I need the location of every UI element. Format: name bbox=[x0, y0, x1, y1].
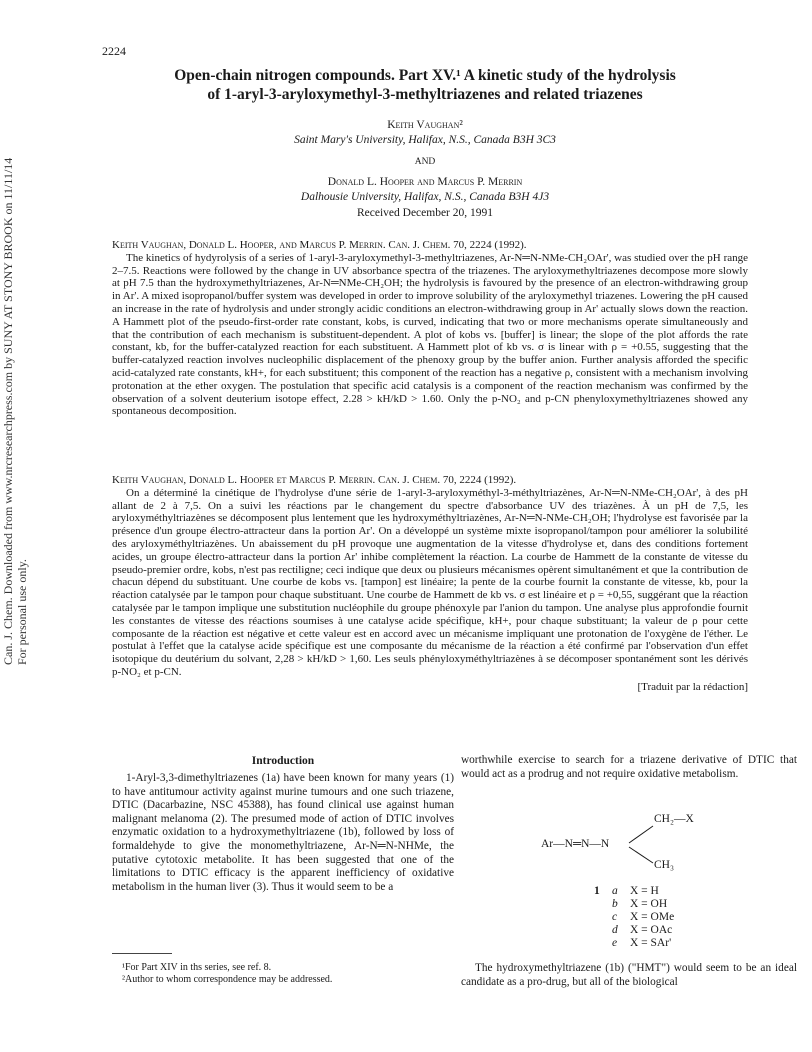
structure-ch3: CH₃ bbox=[654, 859, 674, 871]
affiliation-2: Dalhousie University, Halifax, N.S., Canada B3H 4J3 bbox=[300, 191, 550, 203]
watermark-line-2: For personal use only. bbox=[15, 559, 29, 665]
page-number: 2224 bbox=[102, 44, 126, 58]
introduction-left-column bbox=[112, 772, 454, 894]
variant-text: X = OH bbox=[630, 898, 668, 910]
variant-label: b bbox=[612, 898, 618, 910]
bond-to-ch2 bbox=[629, 826, 653, 843]
download-watermark bbox=[1, 157, 29, 665]
received-date: Received December 20, 1991 bbox=[356, 207, 494, 219]
variant-text: X = H bbox=[630, 885, 659, 897]
variant-label: a bbox=[612, 885, 618, 897]
and-separator: AND bbox=[414, 157, 436, 167]
introduction-paragraph-1-continued: worthwhile exercise to search for a triazene derivative of DTIC that would act as a prodrug and not require oxidative metabolism. bbox=[461, 754, 797, 780]
abstract-citation-fr: Keith Vaughan, Donald L. Hooper et Marcus P. Merrin. Can. J. Chem. 70, 2224 (1992). bbox=[112, 474, 517, 486]
author-1: Keith Vaughan² bbox=[387, 119, 463, 131]
watermark-line-1: Can. J. Chem. Downloaded from www.nrcresearchpress.com by SUNY AT STONY BROOK on 11/11/14 bbox=[1, 157, 15, 665]
variant-label: c bbox=[612, 911, 618, 923]
abstract-body-fr: On a déterminé la cinétique de l'hydrolyse d'une série de 1-aryl-3-aryloxyméthyl-3-méthyltriazènes, Ar-N═N-NMe-CH₂OAr', à des pH allant de 2 à 7,5. On a suivi les réactions par le changement du spectre d'absorbance UV des triazènes. À un pH de 7,5, les aryloxyméthyltriazènes se décomposent plus lentement que les hydroxyméthyltriazènes, Ar-N═N-NMe-CH₂OH; l'hydrolyse est favorisée par la présence d'un groupe électro-attracteur dans la portion Ar'. On a développé un système mixte isopropanol/tampon pour améliorer la solubilité des aryloxyméthyltriazènes. Un abaissement du pH provoque une augmentation de la vitesse d'hydrolyse et, dans des conditions fortement acides, un groupe électro-attracteur dans la portion Ar' inhibe complètement la réaction. La courbe de Hammett de la constante de vitesse du pseudo-premier ordre, kobs, n'est pas rectiligne; ceci indique que deux ou plusieurs mécanismes opèrent simultanément et que la contribution de chacun dépend du substituant. Une courbe de kobs vs. [tampon] est linéaire; la pente de la courbe fournit la constante de vitesse, kb, pour la réaction catalysée par le tampon pour chaque substituant. Une courbe de Hammett de kb vs. σ est linéaire et ρ = +0,55, suggérant que la réaction catalysée par le tampon implique une substitution nucléophile du groupe phénoxyle par l'anion du tampon. Une analyse plus approfondie fournit les constantes de vitesse des réactions soumises à une catalyse acide spécifique, kH+, pour chaque substituant; la valeur de ρ pour cette composante de la réaction est négative et cette valeur est en accord avec un mécanisme impliquant une protonation de l'oxygène de l'éther. Le postulat à l'effet que la catalyse acide spécifique est une composante du mécanisme de la réaction a été confirmé par l'observation d'un effet isotopique du deutérium du solvant, 2,28 > kH/kD > 1,60. Les seuls phényloxyméthyltriazènes à se décomposer spontanément sont les dérivés p-NO₂ et p-CN. bbox=[112, 486, 748, 678]
author-2: Donald L. Hooper and Marcus P. Merrin bbox=[327, 176, 523, 188]
variant-text: X = OAc bbox=[630, 924, 673, 936]
introduction-paragraph-1: 1-Aryl-3,3-dimethyltriazenes (1a) have been known for many years (1) to have antitumour activity against murine tumours and one such triazene, DTIC (Dacarbazine, NSC 45388), has found clinical use against human malignant melanoma (2). The presumed mode of action of DTIC involves enzymatic oxidation to a hydroxymethyltriazene (1b), followed by loss of formaldehyde to give the monomethyltriazene, Ar-N═N-NHMe, the putative cytotoxic metabolite. It has been suggested that one of the limitations to DTIC efficacy is the apparent inefficiency of oxidative metabolism in the human liver (3). Thus it would seem to be a bbox=[112, 772, 454, 893]
abstract-french bbox=[112, 474, 748, 694]
structure-core: Ar—N═N—N bbox=[541, 838, 610, 850]
structure-bonds bbox=[627, 823, 657, 873]
variant-d bbox=[612, 924, 672, 937]
introduction-heading: Introduction bbox=[251, 755, 315, 767]
title-line-1: Open-chain nitrogen compounds. Part XV.¹ A kinetic study of the hydrolysis bbox=[174, 67, 676, 84]
translator-note: [Traduit par la rédaction] bbox=[637, 680, 748, 693]
variant-text: X = SAr' bbox=[630, 937, 672, 949]
abstract-english bbox=[112, 239, 748, 418]
variant-text: X = OMe bbox=[630, 911, 675, 923]
abstract-body-en: The kinetics of hydyrolysis of a series of 1-aryl-3-aryloxymethyl-3-methyltriazenes, Ar-N═N-NMe-CH₂OAr', was studied over the pH range 2–7.5. Reactions were followed by the change in UV absorbance spectra of the triazenes. The aryloxymethyltriazenes decompose more slowly at pH 7.5 than the hydroxymethyltriazenes, Ar-N═NMe-CH₂OH; the hydrolysis is favoured by the presence of an electron-withdrawing group in Ar'. A mixed isopropanol/buffer system was developed in order to improve solubility of the aryloxymethyl triazenes. Lowering the pH caused an increase in the rate of hydrolysis and under strongly acidic conditions an electron-withdrawing group in Ar' actually slows down the reaction. A Hammett plot of the pseudo-first-order rate constant, kobs, is curved, indicating that two or more mechanisms operate simultaneously and that the contribution of each mechanism is substituent-dependent. A plot of kobs vs. [buffer] is linear; the slope of the plot affords the rate constant, kb, for the buffer-catalyzed reaction for each substituent. A Hammett plot of kb vs. σ is linear with ρ = +0.55, suggesting that the buffer-catalyzed reaction involves nucleophilic displacement of the phenoxy group by the buffer anion. Further analysis afforded the specific acid-catalyzed rate constants, kH+, for each substituent; this component of the reaction has a negative ρ, consistent with a mechanism involving protonation at the ether oxygen. The postulation that specific acid catalysis is a component of the reaction mechanism was confirmed by the observation of a solvent deuterium isotope effect, 2.28 > kH/kD > 1.60. Only the p-NO₂ and p-CN phenyloxymethyltriazenes showed any spontaneous decomposition. bbox=[112, 251, 748, 418]
variant-label: e bbox=[612, 937, 618, 949]
variant-e bbox=[612, 937, 671, 950]
variant-b bbox=[612, 898, 667, 911]
introduction-paragraph-2: The hydroxymethyltriazene (1b) ("HMT") would seem to be an ideal candidate as a pro-drug, but all of the biological bbox=[461, 962, 797, 988]
title-line-2: of 1-aryl-3-aryloxymethyl-3-methyltriazenes and related triazenes bbox=[207, 86, 643, 103]
variant-a bbox=[612, 885, 659, 898]
introduction-right-column bbox=[461, 754, 797, 781]
variant-c bbox=[612, 911, 674, 924]
compound-number: 1 bbox=[594, 885, 600, 897]
footnotes bbox=[112, 962, 452, 986]
bond-to-ch3 bbox=[629, 847, 653, 863]
affiliation-1: Saint Mary's University, Halifax, N.S., Canada B3H 3C3 bbox=[294, 134, 556, 146]
structure-ch2x: CH₂—X bbox=[654, 813, 694, 825]
variant-label: d bbox=[612, 924, 618, 936]
footnote-1: ¹For Part XIV in ths series, see ref. 8. bbox=[122, 962, 272, 973]
article-title bbox=[100, 66, 750, 104]
abstract-citation-en: Keith Vaughan, Donald L. Hooper, and Marcus P. Merrin. Can. J. Chem. 70, 2224 (1992). bbox=[112, 239, 527, 251]
introduction-right-column-lower bbox=[461, 962, 797, 989]
footnote-2: ²Author to whom correspondence may be addressed. bbox=[122, 974, 333, 985]
footnote-rule bbox=[112, 953, 172, 954]
